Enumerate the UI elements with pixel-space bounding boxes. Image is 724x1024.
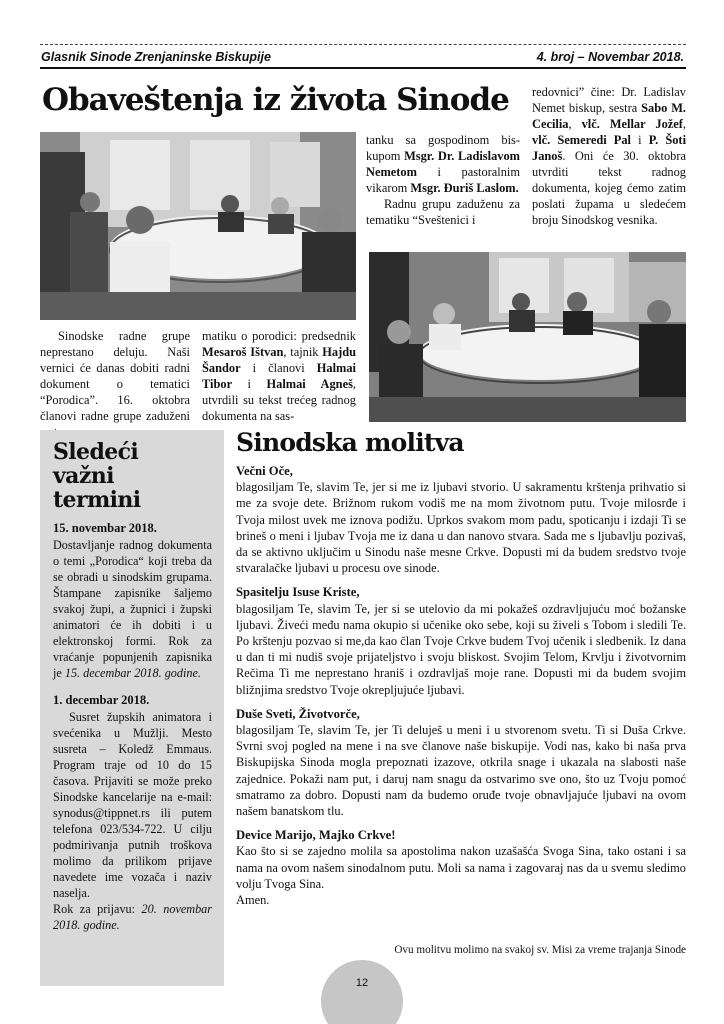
prayer-invocation: Device Marijo, Majko Crkve! [236, 828, 396, 843]
date-description: Susret župskih animatora i svećenika u Mužlji. Mesto susreta – Koledž Emmaus. Program traje od 10 do 15 časova. Prijaviti se može preko Sinodske kancelarije na e-mail: synodus@tippnet.rs ili putem telefona 023/534-722. U cilju podmirivanja putnih troškova molimo da prilikom prijave navedete ime vozača i naziv naselja. [53, 710, 212, 900]
prayer-invocation: Spasitelju Isuse Kriste, [236, 585, 360, 600]
prayer-invocation: Duše Sveti, Životvorče, [236, 706, 360, 721]
page-number: 12 [355, 977, 369, 989]
article-paragraph: redovnici” čine: Dr. Ladislav Nemet biskup, sestra Sabo M. Cecilia, vlč. Mellar Jožef, vlč. Semeredi Pal i P. Šoti Janoš. Oni će 30. oktobra utvrditi tekst radnog dokumenta, kojeg ćemo zatim poslati župama u sledećem broju Sinodskog vesnika. [532, 85, 687, 227]
article-paragraph: matiku o porodici: predsednik Mesaroš Ištvan, tajnik Hajdu Šandor i članovi Halmai Tibor i Halmai Agneš, utvrdili su tekst trećeg radnog dokumenta na sas- [202, 329, 357, 423]
header-rule [40, 67, 686, 69]
date-heading: 1. decembar 2018. [53, 693, 150, 707]
page-number-circle [321, 960, 403, 1024]
prayer-stanza: Kao što si se zajedno molila sa apostolima nakon uzašašća Svoga Sina, tako ostani i sa nama na ovom našem sinodalnom putu. Moli sa nama i zagovaraj nas da u svemu sledimo volju Tvoga Sina. [236, 844, 686, 891]
article-column-3 [366, 132, 520, 228]
box-title: Sledeći važni termini [53, 439, 141, 513]
article-paragraph: tanku sa gospodinom biskupom Msgr. Dr. Ladislavom Nemetom i pastoralnim vikarom Msgr. Đuriš Laslom. [366, 133, 520, 195]
article-column-4 [532, 84, 686, 228]
issue-label: 4. broj – Novembar 2018. [536, 50, 684, 64]
prayer-body [236, 463, 686, 908]
date-heading: 15. novembar 2018. [53, 521, 157, 535]
article-paragraph: Sinodske radne grupe neprestano deluju. Naši vernici će danas dobiti radni dokument o tematici “Porodica”. 16. oktobra članovi radne grupe zaduženi [40, 329, 190, 423]
prayer-amen: Amen. [236, 893, 270, 908]
prayer-footnote: Ovu molitvu molimo na svakoj sv. Misi za vreme trajanja Sinode [394, 944, 686, 956]
registration-deadline: Rok za prijavu: 20. novembar 2018. godine. [53, 902, 212, 932]
date-description: Dostavljanje radnog dokumenta o temi „Porodica“ koji treba da se obradi u sinodskim grupama. Štampane zapisnike šaljemo svakoj župi, a župnici i župski animatori će ih dobiti i u elektronskoj formi. Rok za vraćanje popunjenih zapisnika je 15. decembar 2018. godine. [53, 538, 212, 680]
prayer-title: Sinodska molitva [236, 428, 464, 457]
header-dashed-rule [40, 44, 686, 45]
prayer-stanza: blagosiljam Te, slavim Te, jer Ti deluješ u meni i u stvorenom svetu. Ti si Duša Crkve. Svrni svoj pogled na mene i na sve članove naše biskupije. Vodi nas, kako bi naša prva Biskupijska Sinoda mogla prepoznati izazove, otkrila snage i ukazala na slabosti naše zajednice. Pokaži nam put, i daruj nam snagu da ostvarimo sve ono, što uz Tvoju pomoć smatramo za dobro. Dopusti nam da budemo oruđe tvoje obnavljajuće ljubavi na ovom našem banatskom tlu. [236, 723, 686, 819]
meeting-photo-1 [40, 132, 356, 320]
important-dates-box [40, 430, 224, 986]
prayer-invocation: Večni Oče, [236, 464, 293, 478]
article-title: Obaveštenja iz života Sinode [42, 82, 509, 118]
article-column-2 [202, 328, 356, 424]
prayer-stanza: blagosiljam Te, slavim Te, jer si se utelovio da mi pokažeš ozdravljujuću moć božanske ljubavi. Živeći među nama okupio si učenike oko sebe, koji su živeli s Tobom i sledili Te. Po krštenju pozvao si me,da kao član Tvoje Crkve budem Tvoj učenik i sledbenik. Iz dana u dan ti mi nudiš svoje prijateljstvo i svoju bliskost. Svojim Telom, Krvlju i životvornim Rečima Ti me neprestano hraniš i ozdravljaš moje rane. Dopusti mi da budem svojim bližnjima sredstvo Tvoje okrepljujuće ljubavi. [236, 601, 686, 697]
article-paragraph: Radnu grupu zaduženu za tematiku “Sveštenici i [366, 197, 520, 227]
prayer-stanza: blagosiljam Te, slavim Te, jer si me iz ljubavi stvorio. U sakramentu krštenja prihvatio si me za svoje dete. Brižnom rukom vodiš me na mom životnom putu. Tvoje milosrđe i Tvoja milost uvek me iznova podižu. Uprkos svakom mom padu, spoticanju i izdaji Ti se brineš o meni i ljubav Tvoja me iz dana u dan nanovo stvara. Sada me s ljubavlju pozivaš, da se aktivno uključim u Sinodu naše mesne Crkve. Dopusti mi da budem sredstvo tvoje stvaralačke ljubavi u procesu ove sinode. [236, 480, 686, 576]
article-column-1 [40, 328, 190, 440]
meeting-photo-2 [369, 252, 686, 422]
publication-name: Glasnik Sinode Zrenjaninske Biskupije [41, 50, 271, 64]
